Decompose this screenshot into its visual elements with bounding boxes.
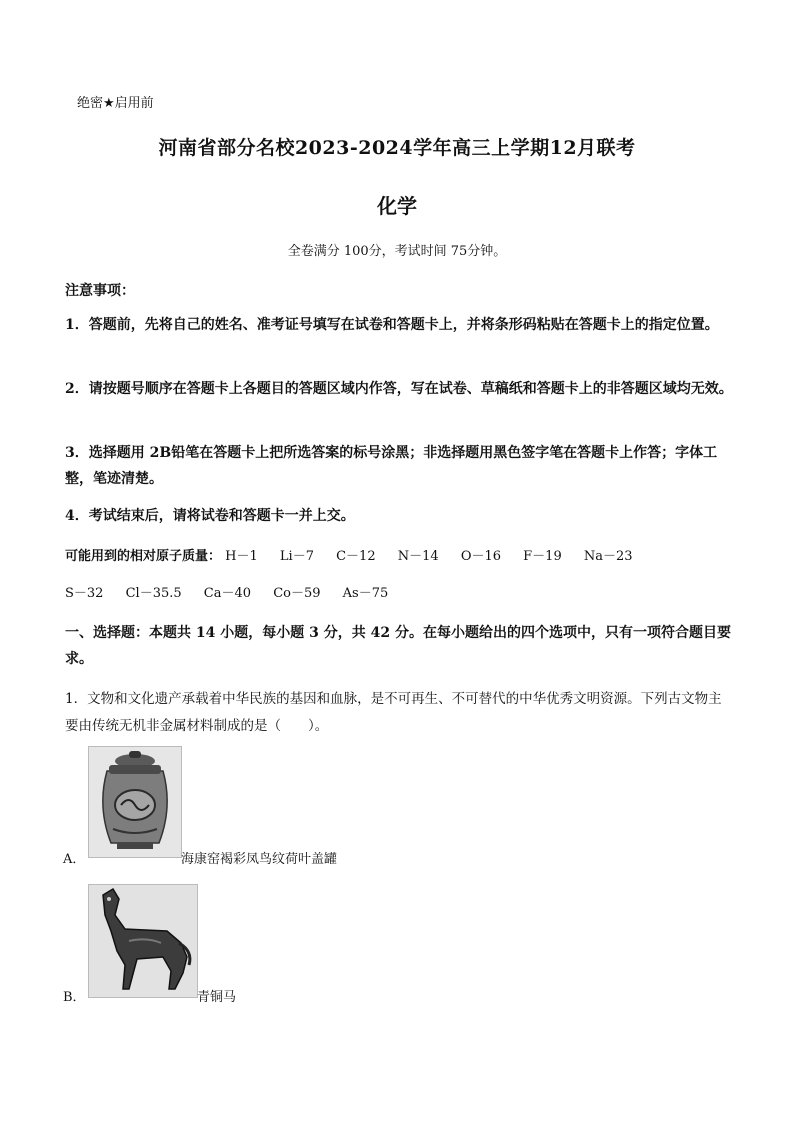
atomic-mass: S－32 bbox=[65, 586, 104, 601]
exam-meta: 全卷满分 100分，考试时间 75分钟。 bbox=[287, 244, 507, 259]
option-a-letter: A． bbox=[63, 852, 86, 867]
atomic-mass: F－19 bbox=[523, 549, 562, 564]
notice-item-1: 1．答题前，先将自己的姓名、准考证号填写在试卷和答题卡上，并将条形码粘贴在答题卡上的指定位置。 bbox=[65, 317, 719, 333]
exam-title: 河南省部分名校2023-2024学年高三上学期12月联考 bbox=[158, 137, 636, 159]
subject-title: 化学 bbox=[377, 194, 417, 218]
atomic-mass: As－75 bbox=[342, 586, 389, 601]
atomic-mass: O－16 bbox=[460, 549, 502, 564]
secret-label: 绝密★启用前 bbox=[77, 96, 154, 111]
notice-heading: 注意事项： bbox=[65, 283, 135, 299]
atomic-mass-row-2 bbox=[65, 582, 406, 601]
notice-item-2: 2．请按题号顺序在答题卡上各题目的答题区域内作答，写在试卷、草稿纸和答题卡上的非答题区域均无效。 bbox=[65, 381, 733, 397]
bronze-horse-photo bbox=[88, 884, 198, 998]
option-a-label: 海康窑褐彩凤鸟纹荷叶盖罐 bbox=[181, 852, 338, 867]
atomic-mass: H－1 bbox=[225, 549, 258, 564]
option-b-label: 青铜马 bbox=[197, 990, 237, 1005]
atomic-mass-label: 可能用到的相对原子质量： bbox=[65, 549, 222, 564]
atomic-mass: N－14 bbox=[397, 549, 439, 564]
atomic-mass: Co－59 bbox=[273, 586, 321, 601]
lidded-jar-photo bbox=[88, 746, 182, 858]
atomic-mass: Na－23 bbox=[583, 549, 633, 564]
option-b-letter: B． bbox=[63, 990, 86, 1005]
atomic-mass: Ca－40 bbox=[203, 586, 252, 601]
notice-item-3: 3．选择题用 2B铅笔在答题卡上把所选答案的标号涂黑；非选择题用黑色签字笔在答题卡上作答；字体工整，笔迹清楚。 bbox=[65, 445, 718, 487]
atomic-mass: C－12 bbox=[336, 549, 376, 564]
section-heading: 一、选择题：本题共 14 小题，每小题 3 分，共 42 分。在每小题给出的四个选项中，只有一项符合题目要求。 bbox=[65, 625, 731, 667]
atomic-mass-row-1 bbox=[65, 545, 651, 564]
question-stem: 1．文物和文化遗产承载着中华民族的基因和血脉，是不可再生、不可替代的中华优秀文明资源。下列古文物主要由传统无机非金属材料制成的是（ ）。 bbox=[65, 691, 722, 734]
atomic-mass: Cl－35.5 bbox=[125, 586, 182, 601]
atomic-mass: Li－7 bbox=[279, 549, 314, 564]
notice-item-4: 4．考试结束后，请将试卷和答题卡一并上交。 bbox=[65, 508, 355, 524]
